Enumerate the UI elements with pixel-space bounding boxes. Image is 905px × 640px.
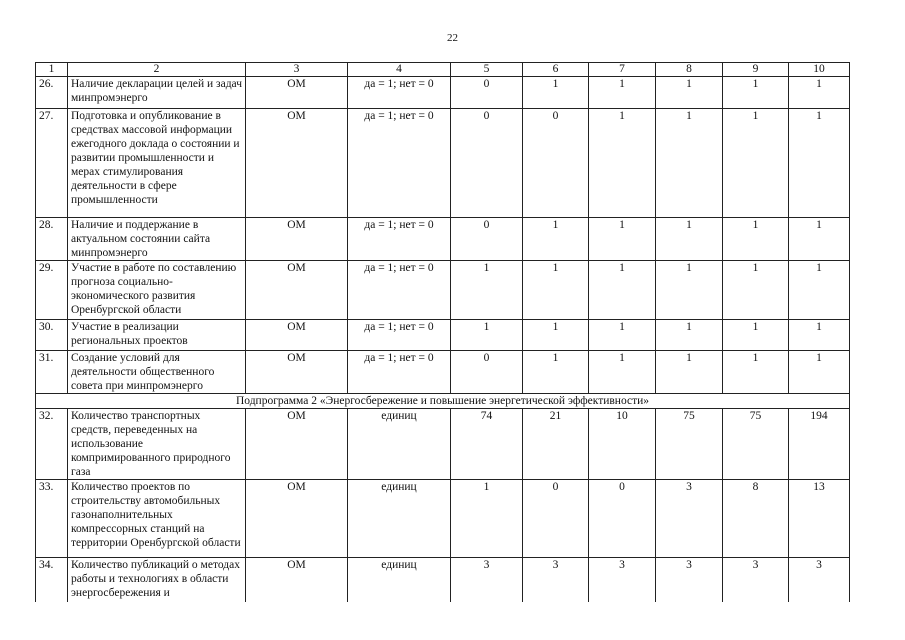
value-col-5: 0 xyxy=(451,109,523,218)
value-col-9: 1 xyxy=(723,261,789,320)
subprogram-row xyxy=(36,394,850,409)
indicator-name: Количество транспортных средств, переведенных на использование компримированного природного газа xyxy=(68,409,246,480)
value-col-6: 0 xyxy=(523,480,589,558)
value-col-5: 1 xyxy=(451,480,523,558)
value-col-7: 1 xyxy=(589,320,656,351)
value-col-6: 21 xyxy=(523,409,589,480)
value-col-10: 1 xyxy=(789,109,850,218)
value-col-6: 1 xyxy=(523,320,589,351)
value-col-6: 3 xyxy=(523,558,589,602)
row-number: 30. xyxy=(36,320,68,351)
value-col-8: 1 xyxy=(656,320,723,351)
value-col-5: 0 xyxy=(451,218,523,261)
indicator-type: ОМ xyxy=(246,261,348,320)
indicator-unit: да = 1; нет = 0 xyxy=(348,351,451,394)
value-col-9: 1 xyxy=(723,77,789,109)
table-row xyxy=(36,320,850,351)
indicator-name: Количество публикаций о методах работы и технологиях в области энергосбережения и xyxy=(68,558,246,602)
value-col-5: 1 xyxy=(451,261,523,320)
table-row xyxy=(36,77,850,109)
column-header-6: 6 xyxy=(523,63,589,77)
value-col-9: 1 xyxy=(723,351,789,394)
value-col-8: 75 xyxy=(656,409,723,480)
indicators-table xyxy=(35,62,850,602)
value-col-10: 1 xyxy=(789,320,850,351)
subprogram-title: Подпрограмма 2 «Энергосбережение и повышение энергетической эффективности» xyxy=(36,394,850,409)
table-row xyxy=(36,109,850,218)
indicator-unit: да = 1; нет = 0 xyxy=(348,77,451,109)
indicator-name: Подготовка и опубликование в средствах массовой информации ежегодного доклада о состоянии и развитии промышленности и мерах стимулирования деятельности в сфере промышленности xyxy=(68,109,246,218)
table-row xyxy=(36,558,850,602)
row-number: 27. xyxy=(36,109,68,218)
row-number: 31. xyxy=(36,351,68,394)
value-col-9: 75 xyxy=(723,409,789,480)
table-row xyxy=(36,351,850,394)
value-col-5: 0 xyxy=(451,351,523,394)
indicator-unit: единиц xyxy=(348,480,451,558)
value-col-6: 1 xyxy=(523,77,589,109)
value-col-10: 1 xyxy=(789,261,850,320)
indicator-type: ОМ xyxy=(246,480,348,558)
value-col-9: 1 xyxy=(723,109,789,218)
value-col-7: 3 xyxy=(589,558,656,602)
value-col-10: 1 xyxy=(789,218,850,261)
page-number: 22 xyxy=(447,32,458,44)
indicator-name: Наличие декларации целей и задач минпромэнерго xyxy=(68,77,246,109)
value-col-6: 0 xyxy=(523,109,589,218)
column-header-2: 2 xyxy=(68,63,246,77)
indicator-type: ОМ xyxy=(246,77,348,109)
value-col-8: 1 xyxy=(656,218,723,261)
row-number: 29. xyxy=(36,261,68,320)
column-header-8: 8 xyxy=(656,63,723,77)
indicator-name: Наличие и поддержание в актуальном состоянии сайта минпромэнерго xyxy=(68,218,246,261)
value-col-7: 1 xyxy=(589,218,656,261)
indicator-unit: да = 1; нет = 0 xyxy=(348,320,451,351)
column-header-7: 7 xyxy=(589,63,656,77)
value-col-7: 1 xyxy=(589,77,656,109)
table-row xyxy=(36,409,850,480)
value-col-6: 1 xyxy=(523,261,589,320)
column-header-3: 3 xyxy=(246,63,348,77)
value-col-6: 1 xyxy=(523,351,589,394)
value-col-5: 0 xyxy=(451,77,523,109)
value-col-9: 1 xyxy=(723,218,789,261)
row-number: 34. xyxy=(36,558,68,602)
value-col-7: 1 xyxy=(589,351,656,394)
table-row xyxy=(36,261,850,320)
value-col-9: 8 xyxy=(723,480,789,558)
value-col-8: 3 xyxy=(656,480,723,558)
table-row xyxy=(36,480,850,558)
value-col-5: 74 xyxy=(451,409,523,480)
value-col-7: 1 xyxy=(589,109,656,218)
indicator-name: Участие в работе по составлению прогноза социально-экономического развития Оренбургской области xyxy=(68,261,246,320)
indicator-name: Количество проектов по строительству автомобильных газонаполнительных компрессорных станций на территории Оренбургской области xyxy=(68,480,246,558)
value-col-10: 3 xyxy=(789,558,850,602)
indicator-unit: да = 1; нет = 0 xyxy=(348,109,451,218)
indicator-type: ОМ xyxy=(246,218,348,261)
value-col-10: 1 xyxy=(789,77,850,109)
indicator-name: Участие в реализации региональных проектов xyxy=(68,320,246,351)
row-number: 33. xyxy=(36,480,68,558)
column-header-4: 4 xyxy=(348,63,451,77)
indicator-type: ОМ xyxy=(246,558,348,602)
indicator-type: ОМ xyxy=(246,320,348,351)
value-col-8: 1 xyxy=(656,261,723,320)
value-col-5: 3 xyxy=(451,558,523,602)
column-header-10: 10 xyxy=(789,63,850,77)
row-number: 26. xyxy=(36,77,68,109)
column-header-9: 9 xyxy=(723,63,789,77)
table-body xyxy=(36,63,850,602)
value-col-8: 1 xyxy=(656,351,723,394)
indicator-unit: единиц xyxy=(348,409,451,480)
value-col-7: 1 xyxy=(589,261,656,320)
value-col-6: 1 xyxy=(523,218,589,261)
column-header-5: 5 xyxy=(451,63,523,77)
value-col-5: 1 xyxy=(451,320,523,351)
indicator-type: ОМ xyxy=(246,409,348,480)
value-col-10: 13 xyxy=(789,480,850,558)
column-header-1: 1 xyxy=(36,63,68,77)
table-row xyxy=(36,218,850,261)
header-row xyxy=(36,63,850,77)
value-col-8: 1 xyxy=(656,109,723,218)
indicator-name: Создание условий для деятельности общественного совета при минпромэнерго xyxy=(68,351,246,394)
row-number: 32. xyxy=(36,409,68,480)
indicator-type: ОМ xyxy=(246,109,348,218)
value-col-10: 194 xyxy=(789,409,850,480)
value-col-9: 1 xyxy=(723,320,789,351)
value-col-7: 10 xyxy=(589,409,656,480)
value-col-8: 1 xyxy=(656,77,723,109)
indicator-type: ОМ xyxy=(246,351,348,394)
value-col-8: 3 xyxy=(656,558,723,602)
indicator-unit: единиц xyxy=(348,558,451,602)
value-col-10: 1 xyxy=(789,351,850,394)
value-col-9: 3 xyxy=(723,558,789,602)
indicator-unit: да = 1; нет = 0 xyxy=(348,261,451,320)
value-col-7: 0 xyxy=(589,480,656,558)
row-number: 28. xyxy=(36,218,68,261)
indicator-unit: да = 1; нет = 0 xyxy=(348,218,451,261)
